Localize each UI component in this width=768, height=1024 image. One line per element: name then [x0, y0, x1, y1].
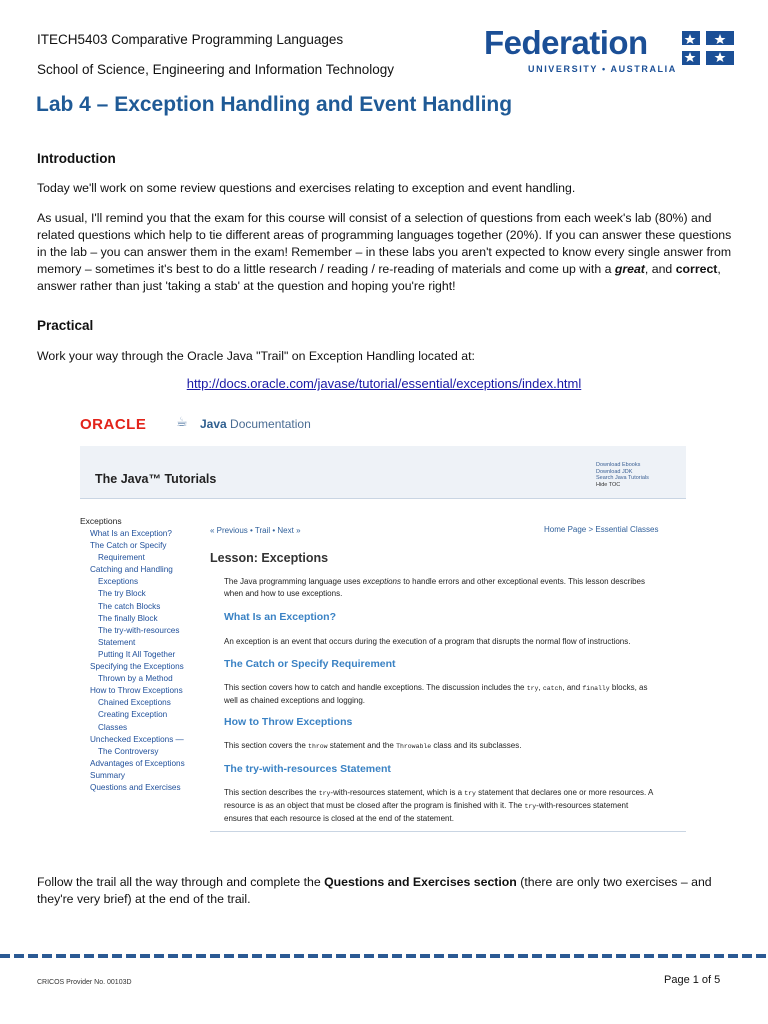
- toc-heading: Exceptions: [80, 516, 122, 526]
- code-throw: throw: [308, 743, 328, 750]
- toc-list: [90, 528, 185, 794]
- java-documentation-label: [200, 417, 311, 431]
- toc-item[interactable]: Statement: [98, 637, 136, 647]
- introduction-heading: Introduction: [37, 151, 116, 166]
- text-run: to handle errors and other exceptional events. This lesson describes when and how to use exceptions.: [224, 577, 645, 598]
- trail-navigation[interactable]: « Previous • Trail • Next »: [210, 526, 301, 535]
- intro-paragraph-1: Today we'll work on some review questions and exercises relating to exception and event handling.: [37, 181, 576, 195]
- emphasis: exceptions: [362, 577, 401, 586]
- oracle-tutorial-screenshot: [80, 400, 686, 834]
- text-run: ,: [538, 683, 543, 692]
- school-name: School of Science, Engineering and Information Technology: [37, 62, 394, 77]
- text-run: class and its subclasses.: [431, 741, 522, 750]
- logo-wordmark: Federation: [484, 24, 648, 61]
- toc-item[interactable]: The Catch or Specify: [90, 541, 167, 551]
- section-text-try-with-resources: [224, 787, 654, 825]
- text-run: This section covers how to catch and handle exceptions. The discussion includes the: [224, 683, 527, 692]
- code-throwable: Throwable: [396, 743, 432, 750]
- toc-item[interactable]: Putting It All Together: [98, 649, 176, 659]
- oracle-logo: ORACLE: [80, 416, 147, 433]
- federation-university-logo: [484, 26, 736, 82]
- emphasis-correct: correct: [675, 262, 718, 276]
- flag-icon: [682, 31, 734, 65]
- text-run: statement that declares one or more resources. A resource is as an object that must be closed after the program is finished with it. The: [224, 788, 653, 810]
- toc-item[interactable]: The try-with-resources: [98, 625, 180, 635]
- section-title-catch-specify[interactable]: The Catch or Specify Requirement: [224, 658, 396, 670]
- toc-item[interactable]: Advantages of Exceptions: [90, 758, 185, 768]
- documentation-word: Documentation: [230, 417, 311, 431]
- lesson-intro-text: [224, 576, 654, 600]
- toc-item[interactable]: The Controversy: [98, 746, 159, 756]
- practical-heading: Practical: [37, 318, 94, 333]
- toc-item[interactable]: What Is an Exception?: [90, 529, 172, 538]
- course-code-title: ITECH5403 Comparative Programming Languages: [37, 32, 344, 47]
- toc-item[interactable]: Summary: [90, 770, 126, 780]
- tutorials-title: The Java™ Tutorials: [95, 472, 217, 486]
- page-number: Page 1 of 5: [664, 974, 721, 986]
- toc-item[interactable]: How to Throw Exceptions: [90, 686, 183, 696]
- section-title-try-with-resources[interactable]: The try-with-resources Statement: [224, 763, 391, 775]
- toc-item[interactable]: The try Block: [98, 589, 146, 599]
- emphasis-great: great: [614, 262, 645, 276]
- text-run: This section describes the: [224, 788, 319, 797]
- section-text-catch-specify: [224, 682, 654, 707]
- download-jdk-link[interactable]: Download JDK: [596, 468, 633, 475]
- text-run: , and: [644, 262, 676, 276]
- code-try: try: [464, 790, 476, 797]
- practical-paragraph-2: [37, 874, 737, 908]
- code-try: try: [524, 803, 537, 810]
- toc-item[interactable]: Chained Exceptions: [98, 698, 171, 708]
- section-title-throw[interactable]: How to Throw Exceptions: [224, 716, 353, 728]
- toc-item[interactable]: Requirement: [98, 553, 145, 563]
- toc-item[interactable]: Unchecked Exceptions —: [90, 734, 184, 744]
- text-run: -with-resources statement ensures that each resource is closed at the end of the statement.: [224, 801, 629, 823]
- hide-toc-link[interactable]: Hide TOC: [596, 481, 621, 488]
- text-run: The Java programming language uses: [224, 577, 363, 586]
- code-try: try: [526, 685, 539, 692]
- code-finally: finally: [582, 685, 610, 692]
- text-run: -with-resources statement, which is a: [330, 788, 465, 797]
- text-run: (there are only two exercises – and they're very brief) at the end of the trail.: [37, 875, 712, 906]
- page-title: Lab 4 – Exception Handling and Event Handling: [36, 93, 513, 116]
- practical-paragraph-1: Work your way through the Oracle Java "Trail" on Exception Handling located at:: [37, 349, 475, 363]
- toc-item[interactable]: Specifying the Exceptions: [90, 662, 184, 672]
- text-run: , answer rather than just 'taking a stab' at the question and hoping you're right!: [37, 262, 721, 293]
- oracle-tutorial-link[interactable]: http://docs.oracle.com/javase/tutorial/essential/exceptions/index.html: [186, 376, 582, 391]
- tutorials-banner: [80, 446, 686, 499]
- breadcrumb[interactable]: Home Page > Essential Classes: [544, 525, 659, 534]
- java-cup-icon: ☕: [176, 414, 188, 429]
- code-try: try: [318, 790, 331, 797]
- toc-item[interactable]: Classes: [98, 722, 128, 732]
- text-run: blocks, as well as chained exceptions and logging.: [224, 683, 648, 705]
- text-run: As usual, I'll remind you that the exam for this course will consist of a selection of questions from each week's lab (80%) and related questions which help to tie different areas of programming languages together (20%). If you can answer these questions in the lab – you can answer them in the exam! Remember – in these labs you aren't expected to know every single answer from memory – sometimes it's best to do a little research / reading / re-reading of materials and come up with a: [37, 211, 732, 276]
- text-run: , and: [562, 683, 583, 692]
- emphasis-questions-section: Questions and Exercises section: [324, 875, 517, 889]
- code-catch: catch: [542, 685, 563, 692]
- text-run: Follow the trail all the way through and complete the: [37, 875, 325, 889]
- intro-paragraph-2: [37, 210, 737, 295]
- toc-item[interactable]: The catch Blocks: [98, 601, 161, 611]
- section-title-what-is-exception[interactable]: What Is an Exception?: [224, 611, 337, 623]
- java-word: Java: [200, 417, 227, 431]
- toc-item[interactable]: The finally Block: [98, 613, 158, 623]
- footer-divider: [0, 954, 768, 958]
- toc-item[interactable]: Thrown by a Method: [98, 674, 173, 684]
- toc-item[interactable]: Exceptions: [98, 577, 139, 587]
- cricos-provider: CRICOS Provider No. 00103D: [37, 979, 132, 986]
- toc-item[interactable]: Questions and Exercises: [90, 782, 181, 792]
- text-run: statement and the: [327, 741, 397, 750]
- screenshot-divider: [210, 831, 686, 832]
- section-text-throw: [224, 740, 654, 753]
- toc-item[interactable]: Catching and Handling: [90, 565, 173, 575]
- toc-item[interactable]: Creating Exception: [98, 710, 168, 720]
- tutorial-top-links: [596, 462, 649, 488]
- search-tutorials-link[interactable]: Search Java Tutorials: [596, 475, 649, 481]
- text-run: This section covers the: [224, 741, 309, 750]
- section-text-what-is-exception: An exception is an event that occurs during the execution of a program that disrupts the normal flow of instructions.: [224, 637, 631, 646]
- logo-tagline: UNIVERSITY • AUSTRALIA: [528, 64, 677, 74]
- lesson-title: Lesson: Exceptions: [210, 551, 329, 565]
- download-ebooks-link[interactable]: Download Ebooks: [596, 462, 641, 468]
